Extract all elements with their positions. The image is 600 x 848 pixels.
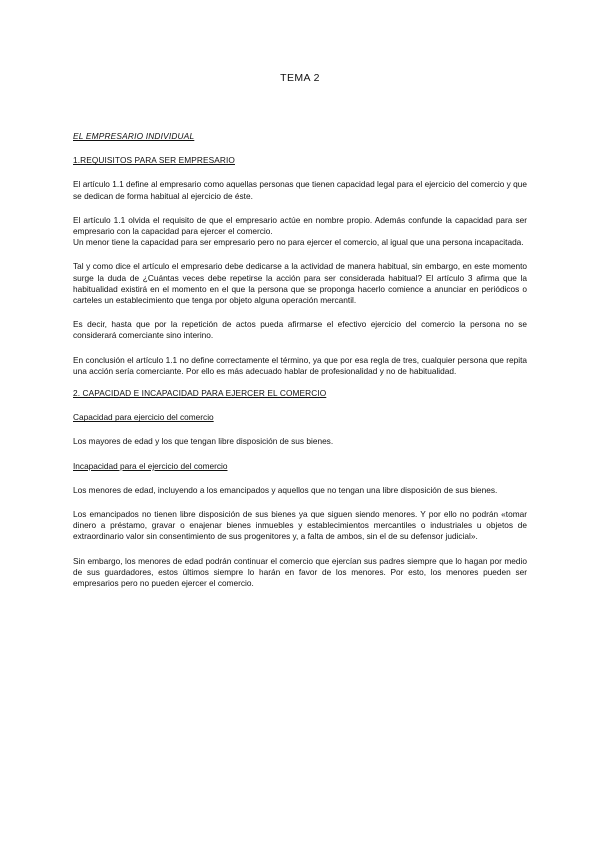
subheading-capacidad: Capacidad para ejercicio del comercio xyxy=(73,412,214,423)
section-heading: EL EMPRESARIO INDIVIDUAL xyxy=(73,131,195,141)
heading-capacidad-incapacidad: 2. CAPACIDAD E INCAPACIDAD PARA EJERCER EL COMERCIO xyxy=(73,388,327,399)
paragraph-4: Tal y como dice el artículo el empresario debe dedicarse a la actividad de manera habitual, sin embargo, en este momento surge la duda de ¿Cuántas veces debe repetirse la acción para ser considerada habitual? El artículo 3 afirma que la habitualidad existirá en el momento en el que la persona que se proponga hacerlo comience a anunciar en periódicos o carteles un establecimiento que tenga por objeto alguna operación mercantil. xyxy=(73,261,527,306)
paragraph-10: Sin embargo, los menores de edad podrán continuar el comercio que ejercían sus padres siempre que lo hagan por medio de sus guardadores, estos últimos siempre lo harán en favor de los menores. Por esto, los menores pueden ser empresarios pero no pueden ejercer el comercio. xyxy=(73,555,527,589)
paragraph-6: En conclusión el artículo 1.1 no define correctamente el término, ya que por esa regla de tres, cualquier persona que repita una acción sería comerciante. Por ello es más adecuado hablar de profesionalidad y no de habitualidad. xyxy=(73,354,527,376)
heading-requisitos: 1.REQUISITOS PARA SER EMPRESARIO xyxy=(73,155,235,166)
paragraph-5: Es decir, hasta que por la repetición de actos pueda afirmarse el efectivo ejercicio del comercio la persona no se considerará comerciante sino interino. xyxy=(73,319,527,341)
document-body xyxy=(73,131,527,589)
page-title: TEMA 2 xyxy=(280,72,320,84)
paragraph-7: Los mayores de edad y los que tengan libre disposición de sus bienes. xyxy=(73,436,334,447)
paragraph-3: Un menor tiene la capacidad para ser empresario pero no para ejercer el comercio, al igual que una persona incapacitada. xyxy=(73,237,524,248)
paragraph-8: Los menores de edad, incluyendo a los emancipados y aquellos que no tengan una libre disposición de sus bienes. xyxy=(73,484,498,495)
paragraph-2: El artículo 1.1 olvida el requisito de que el empresario actúe en nombre propio. Además confunde la capacidad para ser empresario con la capacidad para ejercer el comercio. xyxy=(73,214,527,237)
paragraph-1: El artículo 1.1 define al empresario como aquellas personas que tienen capacidad legal para el ejercicio del comercio y que se dedican de forma habitual al ejercicio de éste. xyxy=(73,179,527,201)
subheading-incapacidad: Incapacidad para el ejercicio del comercio xyxy=(73,460,228,471)
paragraph-9: Los emancipados no tienen libre disposición de sus bienes ya que siguen siendo menores. Y por ello no podrán «tomar dinero a préstamo, gravar o enajenar bienes inmuebles y establecimientos mercantiles o industriales u objetos de extraordinario valor sin consentimiento de sus progenitores y, a falta de ambos, sin el de su defensor judicial». xyxy=(73,509,527,542)
